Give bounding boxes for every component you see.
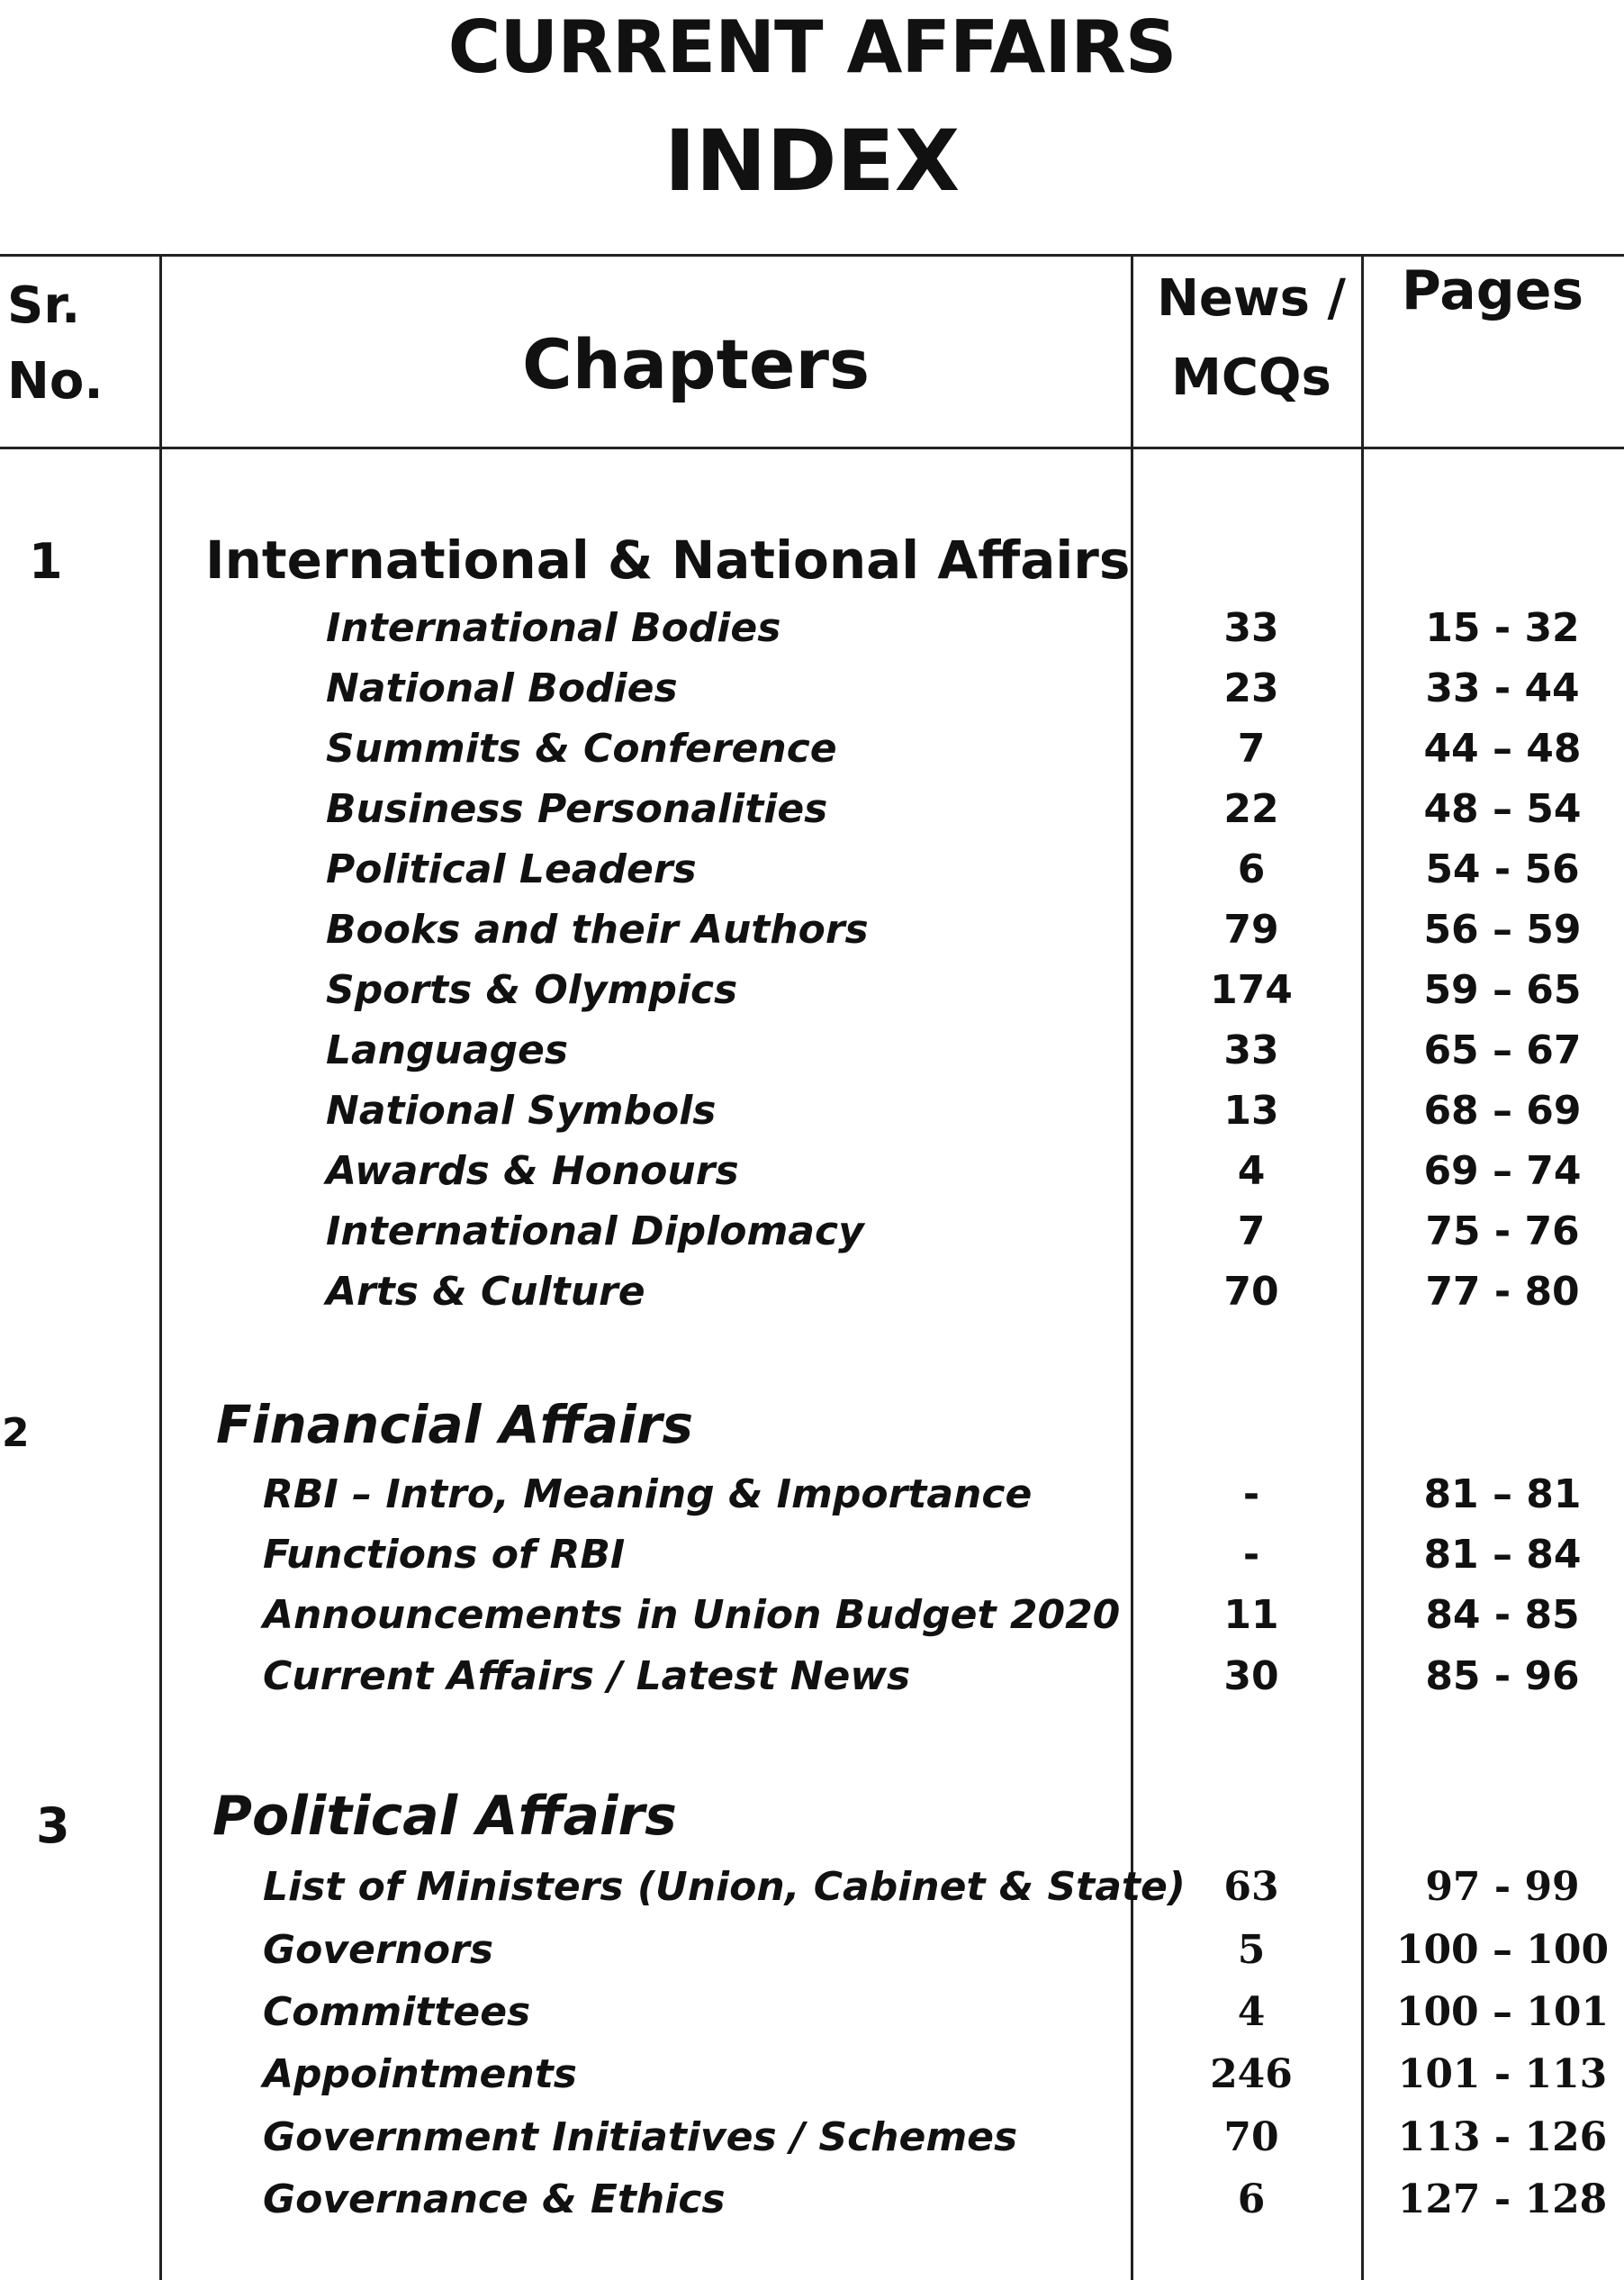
page-range: 75 - 76 (1425, 1208, 1580, 1254)
page-range: 113 - 126 (1397, 2114, 1608, 2160)
page-range: 44 – 48 (1423, 726, 1582, 772)
news-count: 70 (1223, 2114, 1279, 2160)
news-count: 33 (1223, 1027, 1279, 1073)
news-count: 79 (1223, 907, 1279, 953)
page-range: 81 – 81 (1423, 1471, 1582, 1517)
table-row (0, 2051, 1624, 2105)
chapter-name: List of Ministers (Union, Cabinet & State) (263, 1864, 1186, 1910)
news-count: 33 (1223, 605, 1279, 651)
chapter-name: Announcements in Union Budget 2020 (263, 1592, 1121, 1638)
header-news-line1: News / (1157, 269, 1346, 328)
table-row (0, 1471, 1624, 1525)
table-row (0, 786, 1624, 840)
section-title: International & National Affairs (205, 529, 1131, 591)
page-range: 100 – 101 (1395, 1989, 1610, 2035)
chapter-name: Awards & Honours (326, 1148, 739, 1194)
news-count: 6 (1237, 2176, 1266, 2222)
news-count: 246 (1210, 2051, 1293, 2097)
news-count: 30 (1223, 1653, 1279, 1699)
news-count: 70 (1223, 1269, 1279, 1315)
page-title: CURRENT AFFAIRS (447, 5, 1177, 89)
page-range: 101 - 113 (1397, 2051, 1608, 2097)
table-row (0, 1653, 1624, 1707)
page-range: 65 – 67 (1423, 1027, 1582, 1073)
page-range: 33 - 44 (1425, 665, 1580, 711)
chapter-name: Governance & Ethics (263, 2176, 726, 2222)
page-range: 100 – 100 (1395, 1927, 1610, 1973)
news-count: 7 (1237, 1208, 1266, 1254)
header-sr-no (7, 268, 104, 420)
page-range: 48 – 54 (1423, 786, 1582, 832)
page-range: 84 - 85 (1425, 1592, 1580, 1638)
news-count: - (1242, 1471, 1260, 1517)
table-row (0, 2176, 1624, 2230)
header-bottom-rule (0, 447, 1624, 449)
table-row (0, 1532, 1624, 1586)
news-count: 6 (1237, 846, 1266, 892)
chapter-name: Political Leaders (326, 846, 697, 892)
header-news-mcqs (1125, 259, 1377, 418)
table-row (0, 967, 1624, 1021)
table-row (0, 1088, 1624, 1142)
table-row (0, 1592, 1624, 1646)
page-range: 56 – 59 (1423, 907, 1582, 953)
page-range: 77 - 80 (1425, 1269, 1580, 1315)
page-range: 68 – 69 (1423, 1088, 1582, 1134)
page-range: 69 – 74 (1423, 1148, 1582, 1194)
chapter-name: Appointments (263, 2051, 577, 2097)
header-news-line2: MCQs (1171, 348, 1331, 407)
table-row (0, 2114, 1624, 2168)
table-row (0, 907, 1624, 961)
chapter-name: National Symbols (326, 1088, 717, 1134)
news-count: 22 (1223, 786, 1279, 832)
chapter-name: Languages (326, 1027, 569, 1073)
table-row (0, 1027, 1624, 1081)
table-row (0, 1208, 1624, 1262)
page-range: 85 - 96 (1425, 1653, 1580, 1699)
table-row (0, 846, 1624, 900)
table-row (0, 1927, 1624, 1981)
news-count: 23 (1223, 665, 1279, 711)
page-range: 15 - 32 (1425, 605, 1580, 651)
chapter-name: International Bodies (326, 605, 781, 651)
header-chapters: Chapters (522, 324, 871, 404)
news-count: 13 (1223, 1088, 1279, 1134)
table-row (0, 1148, 1624, 1202)
section-number: 3 (36, 1797, 70, 1854)
chapter-name: Functions of RBI (263, 1532, 626, 1578)
chapter-name: Books and their Authors (326, 907, 869, 953)
table-row (0, 665, 1624, 719)
news-count: 4 (1237, 1148, 1266, 1194)
chapter-name: Summits & Conference (326, 726, 837, 772)
page-range: 54 - 56 (1425, 846, 1580, 892)
section-number: 1 (29, 533, 63, 590)
chapter-name: Business Personalities (326, 786, 828, 832)
section-title: Financial Affairs (216, 1394, 694, 1455)
page-range: 97 - 99 (1425, 1864, 1580, 1910)
chapter-name: Current Affairs / Latest News (263, 1653, 911, 1699)
table-row (0, 605, 1624, 659)
chapter-name: International Diplomacy (326, 1208, 864, 1254)
page-range: 59 – 65 (1423, 967, 1582, 1013)
table-row (0, 1864, 1624, 1918)
table-row (0, 726, 1624, 780)
news-count: 63 (1223, 1864, 1279, 1910)
header-sr-line2: No. (7, 352, 104, 411)
table-row (0, 1269, 1624, 1323)
news-count: 174 (1210, 967, 1293, 1013)
page-subtitle: INDEX (663, 113, 961, 211)
table-row (0, 1989, 1624, 2043)
chapter-name: Sports & Olympics (326, 967, 738, 1013)
table-top-rule (0, 254, 1624, 257)
chapter-name: RBI – Intro, Meaning & Importance (263, 1471, 1033, 1517)
chapter-name: Governors (263, 1927, 494, 1973)
chapter-name: Arts & Culture (326, 1269, 645, 1315)
chapter-name: National Bodies (326, 665, 678, 711)
news-count: 11 (1223, 1592, 1279, 1638)
news-count: 4 (1237, 1989, 1266, 2035)
news-count: 5 (1237, 1927, 1266, 1973)
chapter-name: Committees (263, 1989, 531, 2035)
page-range: 81 – 84 (1423, 1532, 1582, 1578)
header-pages: Pages (1401, 259, 1584, 322)
section-number: 2 (2, 1410, 30, 1456)
page-range: 127 - 128 (1397, 2176, 1608, 2222)
header-sr-line1: Sr. (7, 276, 81, 335)
news-count: 7 (1237, 726, 1266, 772)
chapter-name: Government Initiatives / Schemes (263, 2114, 1018, 2160)
news-count: - (1242, 1532, 1260, 1578)
section-title: Political Affairs (212, 1785, 677, 1848)
